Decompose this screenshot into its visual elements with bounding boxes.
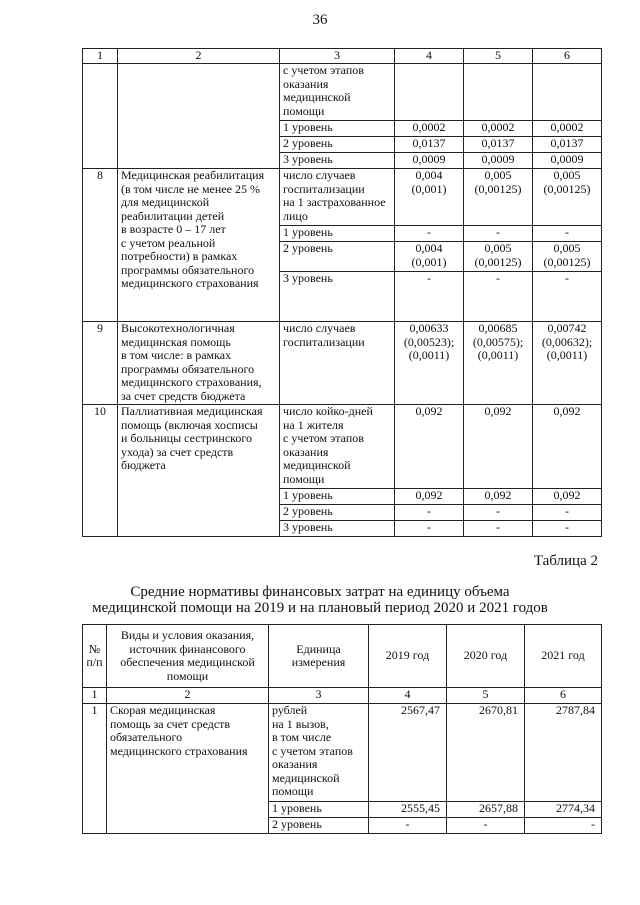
table-row <box>83 64 602 121</box>
table-row: 1 уровень 0,0002 0,0002 0,0002 <box>83 121 602 137</box>
table-label: Таблица 2 <box>533 553 598 569</box>
row-number: 1 <box>83 704 107 834</box>
unit-cell: число случаев госпитализации <box>280 322 395 405</box>
care-type-cell: Скорая медицинская помощь за счет средств обязательного медицинского страхования <box>107 704 269 834</box>
col-number: 1 <box>83 49 118 64</box>
unit-cell: число койко-дней на 1 жителя с учетом этапов оказания медицинской помощи <box>280 405 395 489</box>
table-header-row <box>83 49 602 64</box>
table-row: 2 уровень - - - <box>83 505 602 521</box>
unit-cell: с учетом этапов оказания медицинской помощи <box>280 64 395 121</box>
row-number: 8 <box>83 169 118 322</box>
level-label: 2 уровень <box>280 242 395 272</box>
table-header-row <box>83 625 602 688</box>
care-type-cell: Высокотехнологичная медицинская помощь в том числе: в рамках программы обязательного медицинского страхования, за счет средств бюджета <box>118 322 280 405</box>
table-row: 3 уровень 0,0009 0,0009 0,0009 <box>83 153 602 169</box>
table-row: 3 уровень - - - <box>83 272 602 322</box>
table-row: 2 уровень 0,0137 0,0137 0,0137 <box>83 137 602 153</box>
col-number: 5 <box>464 49 533 64</box>
page-number: 36 <box>312 12 328 28</box>
level-label: 3 уровень <box>280 521 395 537</box>
col-number: 3 <box>280 49 395 64</box>
table-row: 2 уровень 0,004 (0,001) 0,005 (0,00125) 0,005 (0,00125) <box>83 242 602 272</box>
unit-cell: рублей на 1 вызов, в том числе с учетом этапов оказания медицинской помощи <box>269 704 369 802</box>
table-row: 2 уровень - - - <box>83 818 602 834</box>
col-number: 2 <box>118 49 280 64</box>
row-number: 10 <box>83 405 118 537</box>
row-number: 9 <box>83 322 118 405</box>
header-year: 2020 год <box>447 625 525 688</box>
level-label: 2 уровень <box>280 505 395 521</box>
cost-norms-table <box>82 624 602 834</box>
level-label: 2 уровень <box>269 818 369 834</box>
table-row: 8 Медицинская реабилитация (в том числе не менее 25 % для медицинской реабилитации детей в возрасте 0 – 17 лет с учетом реальной потребности) в рамках программы обязательного медицинского страхования число случаев госпитализации на 1 застрахованное лицо 0,004 (0,001) 0,005 (0,00125) 0,005 (0,00125) <box>83 169 602 226</box>
level-label: 1 уровень <box>280 226 395 242</box>
volume-norms-table <box>82 48 602 537</box>
table-colnum-row: 1 2 3 4 5 6 <box>83 688 602 704</box>
header-year: 2021 год <box>525 625 602 688</box>
table-row: 3 уровень - - - <box>83 521 602 537</box>
unit-cell: число случаев госпитализации на 1 застрахованное лицо <box>280 169 395 226</box>
care-type-cell: Паллиативная медицинская помощь (включая хосписы и больницы сестринского ухода) за счет средств бюджета <box>118 405 280 537</box>
table-row: 1 уровень - - - <box>83 226 602 242</box>
col-number: 4 <box>395 49 464 64</box>
level-label: 2 уровень <box>280 137 395 153</box>
header-kind: Виды и условия оказания, источник финансового обеспечения медицинской помощи <box>107 625 269 688</box>
table-row: 10 Паллиативная медицинская помощь (включая хосписы и больницы сестринского ухода) за счет средств бюджета число койко-дней на 1 жителя с учетом этапов оказания медицинской помощи 0,092 0,092 0,092 <box>83 405 602 489</box>
level-label: 1 уровень <box>269 802 369 818</box>
header-year: 2019 год <box>369 625 447 688</box>
header-number: № п/п <box>83 625 107 688</box>
care-type-cell: Медицинская реабилитация (в том числе не менее 25 % для медицинской реабилитации детей в возрасте 0 – 17 лет с учетом реальной потребности) в рамках программы обязательного медицинского страхования <box>118 169 280 322</box>
col-number: 6 <box>533 49 602 64</box>
level-label: 3 уровень <box>280 153 395 169</box>
table-row: 1 Скорая медицинская помощь за счет средств обязательного медицинского страхования рублей на 1 вызов, в том числе с учетом этапов оказания медицинской помощи 2567,47 2670,81 2787,84 <box>83 704 602 802</box>
level-label: 1 уровень <box>280 121 395 137</box>
level-label: 1 уровень <box>280 489 395 505</box>
table-row: 9 Высокотехнологичная медицинская помощь в том числе: в рамках программы обязательного медицинского страхования, за счет средств бюджета число случаев госпитализации 0,00633 (0,00523); (0,0011) 0,00685 (0,00575); (0,0011) 0,00742 (0,00632); (0,0011) <box>83 322 602 405</box>
table-row: 1 уровень 2555,45 2657,88 2774,34 <box>83 802 602 818</box>
level-label: 3 уровень <box>280 272 395 322</box>
table-row: 1 уровень 0,092 0,092 0,092 <box>83 489 602 505</box>
section-title: Средние нормативы финансовых затрат на единицу объема медицинской помощи на 2019 и на плановый период 2020 и 2021 годов <box>92 584 548 616</box>
header-unit: Единица измерения <box>269 625 369 688</box>
